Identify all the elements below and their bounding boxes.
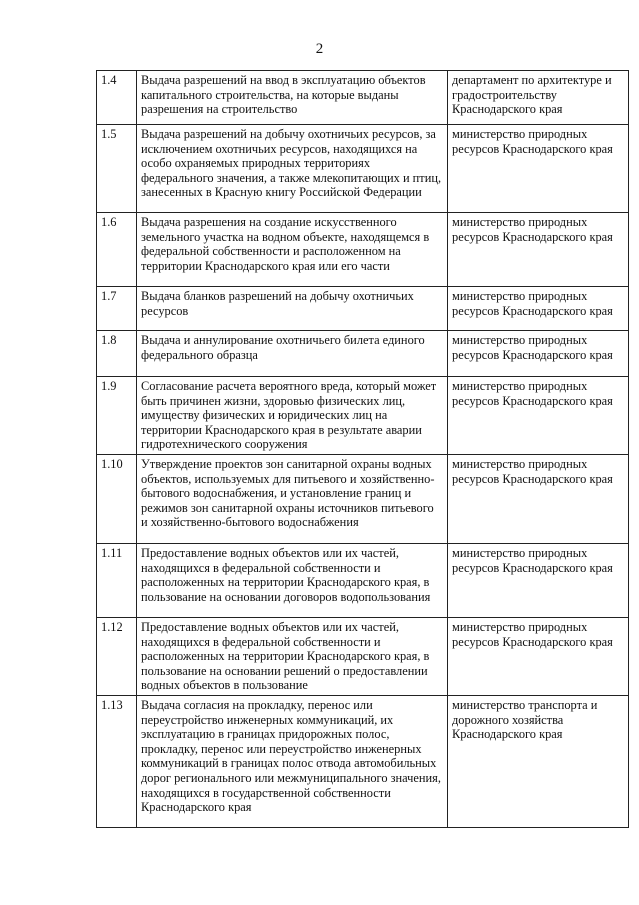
row-number: 1.10 <box>97 454 137 543</box>
responsible-authority: министерство природных ресурсов Краснодарского края <box>448 331 629 377</box>
page-number: 2 <box>315 41 324 57</box>
responsible-authority: министерство природных ресурсов Краснодарского края <box>448 377 629 455</box>
table-row <box>97 331 629 377</box>
table-row <box>97 287 629 331</box>
service-name: Выдача и аннулирование охотничьего билета единого федерального образца <box>137 331 448 377</box>
service-name: Утверждение проектов зон санитарной охраны водных объектов, используемых для питьевого и хозяйственно-бытового водоснабжения, и установление границ и режимов зон санитарной охраны источников питьевого и хозяйственно-бытового водоснабжения <box>137 454 448 543</box>
table-row <box>97 71 629 125</box>
row-number: 1.5 <box>97 125 137 213</box>
service-name: Выдача разрешений на добычу охотничьих ресурсов, за исключением охотничьих ресурсов, находящихся на особо охраняемых природных территориях федерального значения, а также млекопитающих и птиц, занесенных в Красную книгу Российской Федерации <box>137 125 448 213</box>
responsible-authority: министерство транспорта и дорожного хозяйства Краснодарского края <box>448 695 629 827</box>
table-row <box>97 543 629 617</box>
service-name: Выдача согласия на прокладку, перенос или переустройство инженерных коммуникаций, их эксплуатацию в границах придорожных полос, прокладку, перенос или переустройство инженерных коммуникаций в границах полос отвода автомобильных дорог регионального или межмуниципального значения, находящихся в государственной собственности Краснодарского края <box>137 695 448 827</box>
row-number: 1.9 <box>97 377 137 455</box>
table-row <box>97 454 629 543</box>
row-number: 1.4 <box>97 71 137 125</box>
responsible-authority: министерство природных ресурсов Краснодарского края <box>448 454 629 543</box>
responsible-authority: министерство природных ресурсов Краснодарского края <box>448 125 629 213</box>
table-row <box>97 125 629 213</box>
row-number: 1.12 <box>97 617 137 695</box>
row-number: 1.11 <box>97 543 137 617</box>
service-name: Предоставление водных объектов или их частей, находящихся в федеральной собственности и расположенных на территории Краснодарского края, в пользование на основании решений о предоставлении водных объектов в пользование <box>137 617 448 695</box>
row-number: 1.8 <box>97 331 137 377</box>
responsible-authority: министерство природных ресурсов Краснодарского края <box>448 543 629 617</box>
responsible-authority: министерство природных ресурсов Краснодарского края <box>448 287 629 331</box>
service-name: Выдача разрешения на создание искусственного земельного участка на водном объекте, находящемся в федеральной собственности и расположенном на территории Краснодарского края или его части <box>137 213 448 287</box>
responsible-authority: департамент по архитектуре и градостроительству Краснодарского края <box>448 71 629 125</box>
services-table <box>96 70 629 828</box>
table-row <box>97 617 629 695</box>
service-name: Предоставление водных объектов или их частей, находящихся в федеральной собственности и расположенных на территории Краснодарского края, в пользование на основании договоров водопользования <box>137 543 448 617</box>
service-name: Выдача разрешений на ввод в эксплуатацию объектов капитального строительства, на которые выданы разрешения на строительство <box>137 71 448 125</box>
row-number: 1.6 <box>97 213 137 287</box>
responsible-authority: министерство природных ресурсов Краснодарского края <box>448 213 629 287</box>
service-name: Согласование расчета вероятного вреда, который может быть причинен жизни, здоровью физических лиц, имуществу физических и юридических лиц на территории Краснодарского края в результате аварии гидротехнического сооружения <box>137 377 448 455</box>
row-number: 1.7 <box>97 287 137 331</box>
row-number: 1.13 <box>97 695 137 827</box>
responsible-authority: министерство природных ресурсов Краснодарского края <box>448 617 629 695</box>
table-row <box>97 377 629 455</box>
service-name: Выдача бланков разрешений на добычу охотничьих ресурсов <box>137 287 448 331</box>
table-row <box>97 213 629 287</box>
table-row <box>97 695 629 827</box>
